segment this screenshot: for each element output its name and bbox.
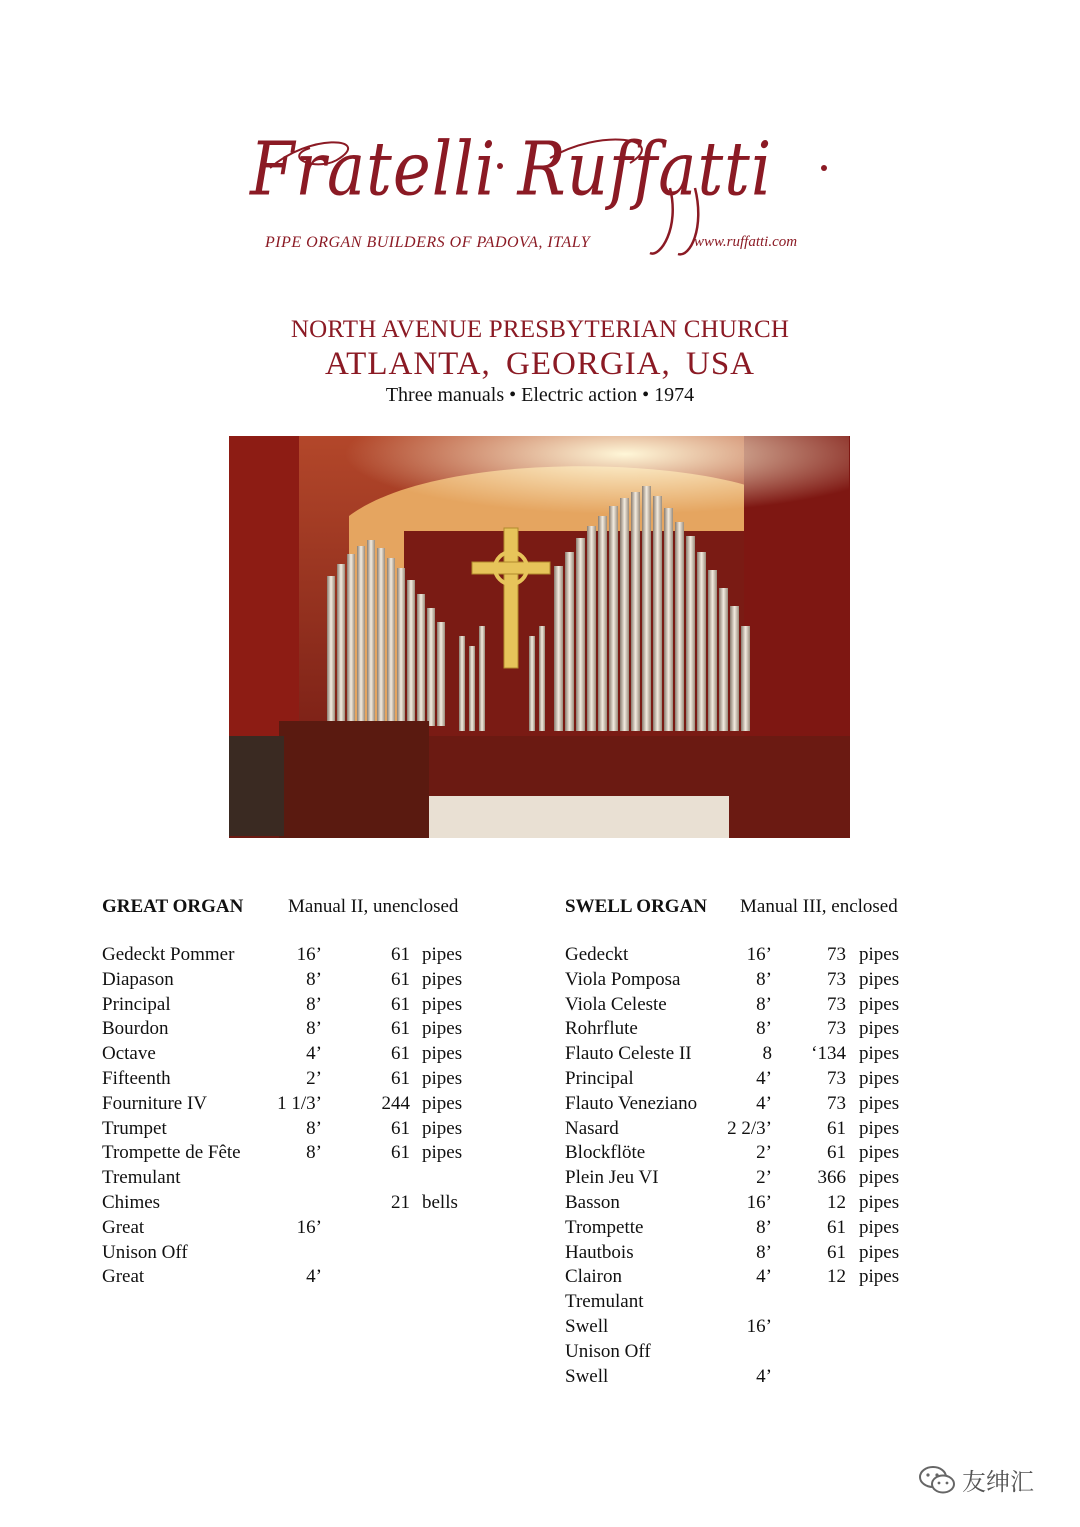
stop-pitch: 2 2/3’ bbox=[727, 1117, 772, 1139]
swell-stop-row bbox=[565, 1366, 925, 1391]
swell-stop-row bbox=[565, 1192, 925, 1217]
stop-pitch: 8’ bbox=[756, 968, 772, 990]
stop-pitch: 2’ bbox=[306, 1067, 322, 1089]
swell-stop-row bbox=[565, 969, 925, 994]
stop-unit: pipes bbox=[422, 993, 463, 1015]
stop-unit: pipes bbox=[859, 1241, 900, 1263]
great-stop-row bbox=[102, 1043, 482, 1068]
stop-name: Trumpet bbox=[102, 1117, 167, 1139]
logo-script-text: Fratelli Ruffatti bbox=[250, 128, 773, 214]
stop-count: 366 bbox=[817, 1167, 846, 1189]
stop-name: Fifteenth bbox=[102, 1067, 171, 1089]
swell-stop-row bbox=[565, 1316, 925, 1341]
wechat-icon bbox=[918, 1464, 956, 1496]
logo-website: www.ruffatti.com bbox=[694, 234, 798, 250]
stop-count: 61 bbox=[827, 1117, 846, 1139]
stop-name: Principal bbox=[102, 993, 171, 1015]
stop-pitch: 4’ bbox=[756, 1092, 772, 1114]
great-organ-title: GREAT ORGAN bbox=[102, 896, 244, 917]
stop-count: 73 bbox=[827, 944, 846, 965]
stop-unit: pipes bbox=[859, 1117, 900, 1139]
stop-name: Unison Off bbox=[102, 1241, 188, 1263]
swell-stop-row bbox=[565, 944, 925, 969]
stop-count: 21 bbox=[391, 1191, 410, 1213]
stop-count: 73 bbox=[827, 1018, 846, 1040]
great-stop-row bbox=[102, 1167, 482, 1192]
swell-stop-row bbox=[565, 1093, 925, 1118]
stop-name: Principal bbox=[565, 1067, 634, 1089]
great-stop-row bbox=[102, 1018, 482, 1043]
organ-photo bbox=[229, 436, 850, 838]
stop-name: Swell bbox=[565, 1365, 609, 1387]
stop-count: 61 bbox=[391, 1067, 410, 1089]
stop-pitch: 4’ bbox=[756, 1067, 772, 1089]
stop-name: Trompette bbox=[565, 1216, 644, 1238]
stop-unit: pipes bbox=[422, 1043, 463, 1065]
stop-pitch: 8’ bbox=[306, 993, 322, 1015]
stop-name: Swell bbox=[565, 1315, 609, 1337]
stop-count: 61 bbox=[827, 1142, 846, 1164]
stop-unit: pipes bbox=[422, 1142, 463, 1164]
swell-stop-row bbox=[565, 1068, 925, 1093]
swell-organ-section bbox=[565, 896, 925, 1390]
stop-name: Flauto Celeste II bbox=[565, 1043, 692, 1065]
watermark bbox=[918, 1462, 1034, 1497]
stop-unit: pipes bbox=[422, 968, 463, 990]
stop-count: 73 bbox=[827, 1067, 846, 1089]
stop-count: ‘134 bbox=[811, 1043, 846, 1065]
swell-organ-title: SWELL ORGAN bbox=[565, 896, 708, 917]
stop-name: Diapason bbox=[102, 968, 174, 990]
great-stop-row bbox=[102, 944, 482, 969]
stop-unit: pipes bbox=[422, 1018, 463, 1040]
stop-name: Flauto Veneziano bbox=[565, 1092, 698, 1114]
watermark-text: 友绅汇 bbox=[962, 1468, 1034, 1496]
stop-name: Hautbois bbox=[565, 1241, 634, 1263]
stop-count: 61 bbox=[391, 1018, 410, 1040]
stop-count: 244 bbox=[381, 1092, 410, 1114]
brand-logo bbox=[250, 128, 840, 263]
stop-unit: pipes bbox=[422, 1067, 463, 1089]
great-stop-row bbox=[102, 1266, 482, 1291]
stop-unit: pipes bbox=[859, 1092, 900, 1114]
stop-name: Unison Off bbox=[565, 1340, 651, 1362]
great-stop-row bbox=[102, 1093, 482, 1118]
stop-name: Viola Celeste bbox=[565, 993, 667, 1015]
stop-name: Gedeckt bbox=[565, 944, 629, 965]
stop-name: Plein Jeu VI bbox=[565, 1167, 659, 1189]
church-name: NORTH AVENUE PRESBYTERIAN CHURCH bbox=[290, 316, 790, 343]
stop-count: 61 bbox=[827, 1216, 846, 1238]
stop-name: Trompette de Fête bbox=[102, 1142, 241, 1164]
organ-summary: Three manuals • Electric action • 1974 bbox=[385, 384, 695, 406]
stop-pitch: 8’ bbox=[306, 1142, 322, 1164]
stop-pitch: 8’ bbox=[306, 1018, 322, 1040]
stop-pitch: 16’ bbox=[746, 1191, 772, 1213]
stop-unit: pipes bbox=[422, 1092, 463, 1114]
stop-pitch: 8’ bbox=[306, 968, 322, 990]
swell-stop-row bbox=[565, 994, 925, 1019]
stop-name: Great bbox=[102, 1216, 145, 1238]
stop-pitch: 4’ bbox=[306, 1266, 322, 1288]
stop-count: 12 bbox=[827, 1266, 846, 1288]
swell-stop-row bbox=[565, 1266, 925, 1291]
stop-count: 73 bbox=[827, 968, 846, 990]
stop-unit: bells bbox=[422, 1191, 458, 1213]
stop-name: Rohrflute bbox=[565, 1018, 638, 1040]
stop-count: 73 bbox=[827, 1092, 846, 1114]
stop-name: Blockflöte bbox=[565, 1142, 646, 1164]
swell-stop-row bbox=[565, 1118, 925, 1143]
stop-pitch: 1 1/3’ bbox=[277, 1092, 322, 1114]
stop-name: Chimes bbox=[102, 1191, 161, 1213]
stop-pitch: 8 bbox=[762, 1043, 772, 1065]
stop-unit: pipes bbox=[859, 1043, 900, 1065]
stop-name: Nasard bbox=[565, 1117, 619, 1139]
stop-pitch: 4’ bbox=[756, 1266, 772, 1288]
stop-unit: pipes bbox=[859, 993, 900, 1015]
stop-unit: pipes bbox=[859, 968, 900, 990]
stop-pitch: 8’ bbox=[756, 1216, 772, 1238]
great-stop-row bbox=[102, 1242, 482, 1267]
stop-pitch: 16’ bbox=[746, 944, 772, 965]
stop-name: Basson bbox=[565, 1191, 620, 1213]
stop-pitch: 8’ bbox=[756, 993, 772, 1015]
swell-stop-row bbox=[565, 1291, 925, 1316]
stop-count: 61 bbox=[391, 968, 410, 990]
stop-name: Bourdon bbox=[102, 1018, 169, 1040]
great-organ-desc: Manual II, unenclosed bbox=[288, 896, 459, 917]
great-stop-row bbox=[102, 1142, 482, 1167]
stop-count: 61 bbox=[391, 993, 410, 1015]
city-title: ATLANTA, GEORGIA, USA bbox=[325, 346, 755, 382]
stop-unit: pipes bbox=[859, 1191, 900, 1213]
great-organ-section bbox=[102, 896, 482, 1291]
great-stop-row bbox=[102, 1192, 482, 1217]
stop-count: 61 bbox=[391, 944, 410, 965]
great-stop-row bbox=[102, 969, 482, 994]
stop-count: 61 bbox=[391, 1117, 410, 1139]
stop-unit: pipes bbox=[859, 944, 900, 965]
stop-pitch: 8’ bbox=[756, 1241, 772, 1263]
stop-unit: pipes bbox=[859, 1216, 900, 1238]
logo-tagline: PIPE ORGAN BUILDERS OF PADOVA, ITALY bbox=[265, 234, 591, 251]
stop-pitch: 16’ bbox=[296, 1216, 322, 1238]
stop-pitch: 16’ bbox=[746, 1315, 772, 1337]
great-stop-row bbox=[102, 1217, 482, 1242]
stop-count: 12 bbox=[827, 1191, 846, 1213]
stop-count: 73 bbox=[827, 993, 846, 1015]
stop-pitch: 8’ bbox=[756, 1018, 772, 1040]
stop-pitch: 2’ bbox=[756, 1167, 772, 1189]
swell-stop-row bbox=[565, 1242, 925, 1267]
stop-unit: pipes bbox=[859, 1142, 900, 1164]
swell-stop-row bbox=[565, 1043, 925, 1068]
stop-unit: pipes bbox=[859, 1167, 900, 1189]
stop-name: Octave bbox=[102, 1043, 156, 1065]
stop-pitch: 4’ bbox=[306, 1043, 322, 1065]
stop-pitch: 16’ bbox=[296, 944, 322, 965]
stop-unit: pipes bbox=[422, 1117, 463, 1139]
stop-unit: pipes bbox=[859, 1067, 900, 1089]
stop-name: Tremulant bbox=[102, 1167, 181, 1189]
stop-count: 61 bbox=[391, 1043, 410, 1065]
swell-stop-row bbox=[565, 1217, 925, 1242]
stop-unit: pipes bbox=[422, 944, 463, 965]
stop-name: Great bbox=[102, 1266, 145, 1288]
great-stop-row bbox=[102, 994, 482, 1019]
stop-name: Gedeckt Pommer bbox=[102, 944, 235, 965]
stop-pitch: 2’ bbox=[756, 1142, 772, 1164]
stop-count: 61 bbox=[827, 1241, 846, 1263]
swell-stop-row bbox=[565, 1142, 925, 1167]
great-stop-row bbox=[102, 1118, 482, 1143]
stop-name: Clairon bbox=[565, 1266, 622, 1288]
great-stop-row bbox=[102, 1068, 482, 1093]
stop-pitch: 4’ bbox=[756, 1365, 772, 1387]
stop-name: Viola Pomposa bbox=[565, 968, 681, 990]
stop-name: Fourniture IV bbox=[102, 1092, 208, 1114]
swell-stop-row bbox=[565, 1167, 925, 1192]
stop-name: Tremulant bbox=[565, 1291, 644, 1313]
stop-pitch: 8’ bbox=[306, 1117, 322, 1139]
stop-unit: pipes bbox=[859, 1018, 900, 1040]
swell-stop-row bbox=[565, 1018, 925, 1043]
stop-unit: pipes bbox=[859, 1266, 900, 1288]
swell-stop-row bbox=[565, 1341, 925, 1366]
swell-organ-desc: Manual III, enclosed bbox=[740, 896, 898, 917]
stop-count: 61 bbox=[391, 1142, 410, 1164]
